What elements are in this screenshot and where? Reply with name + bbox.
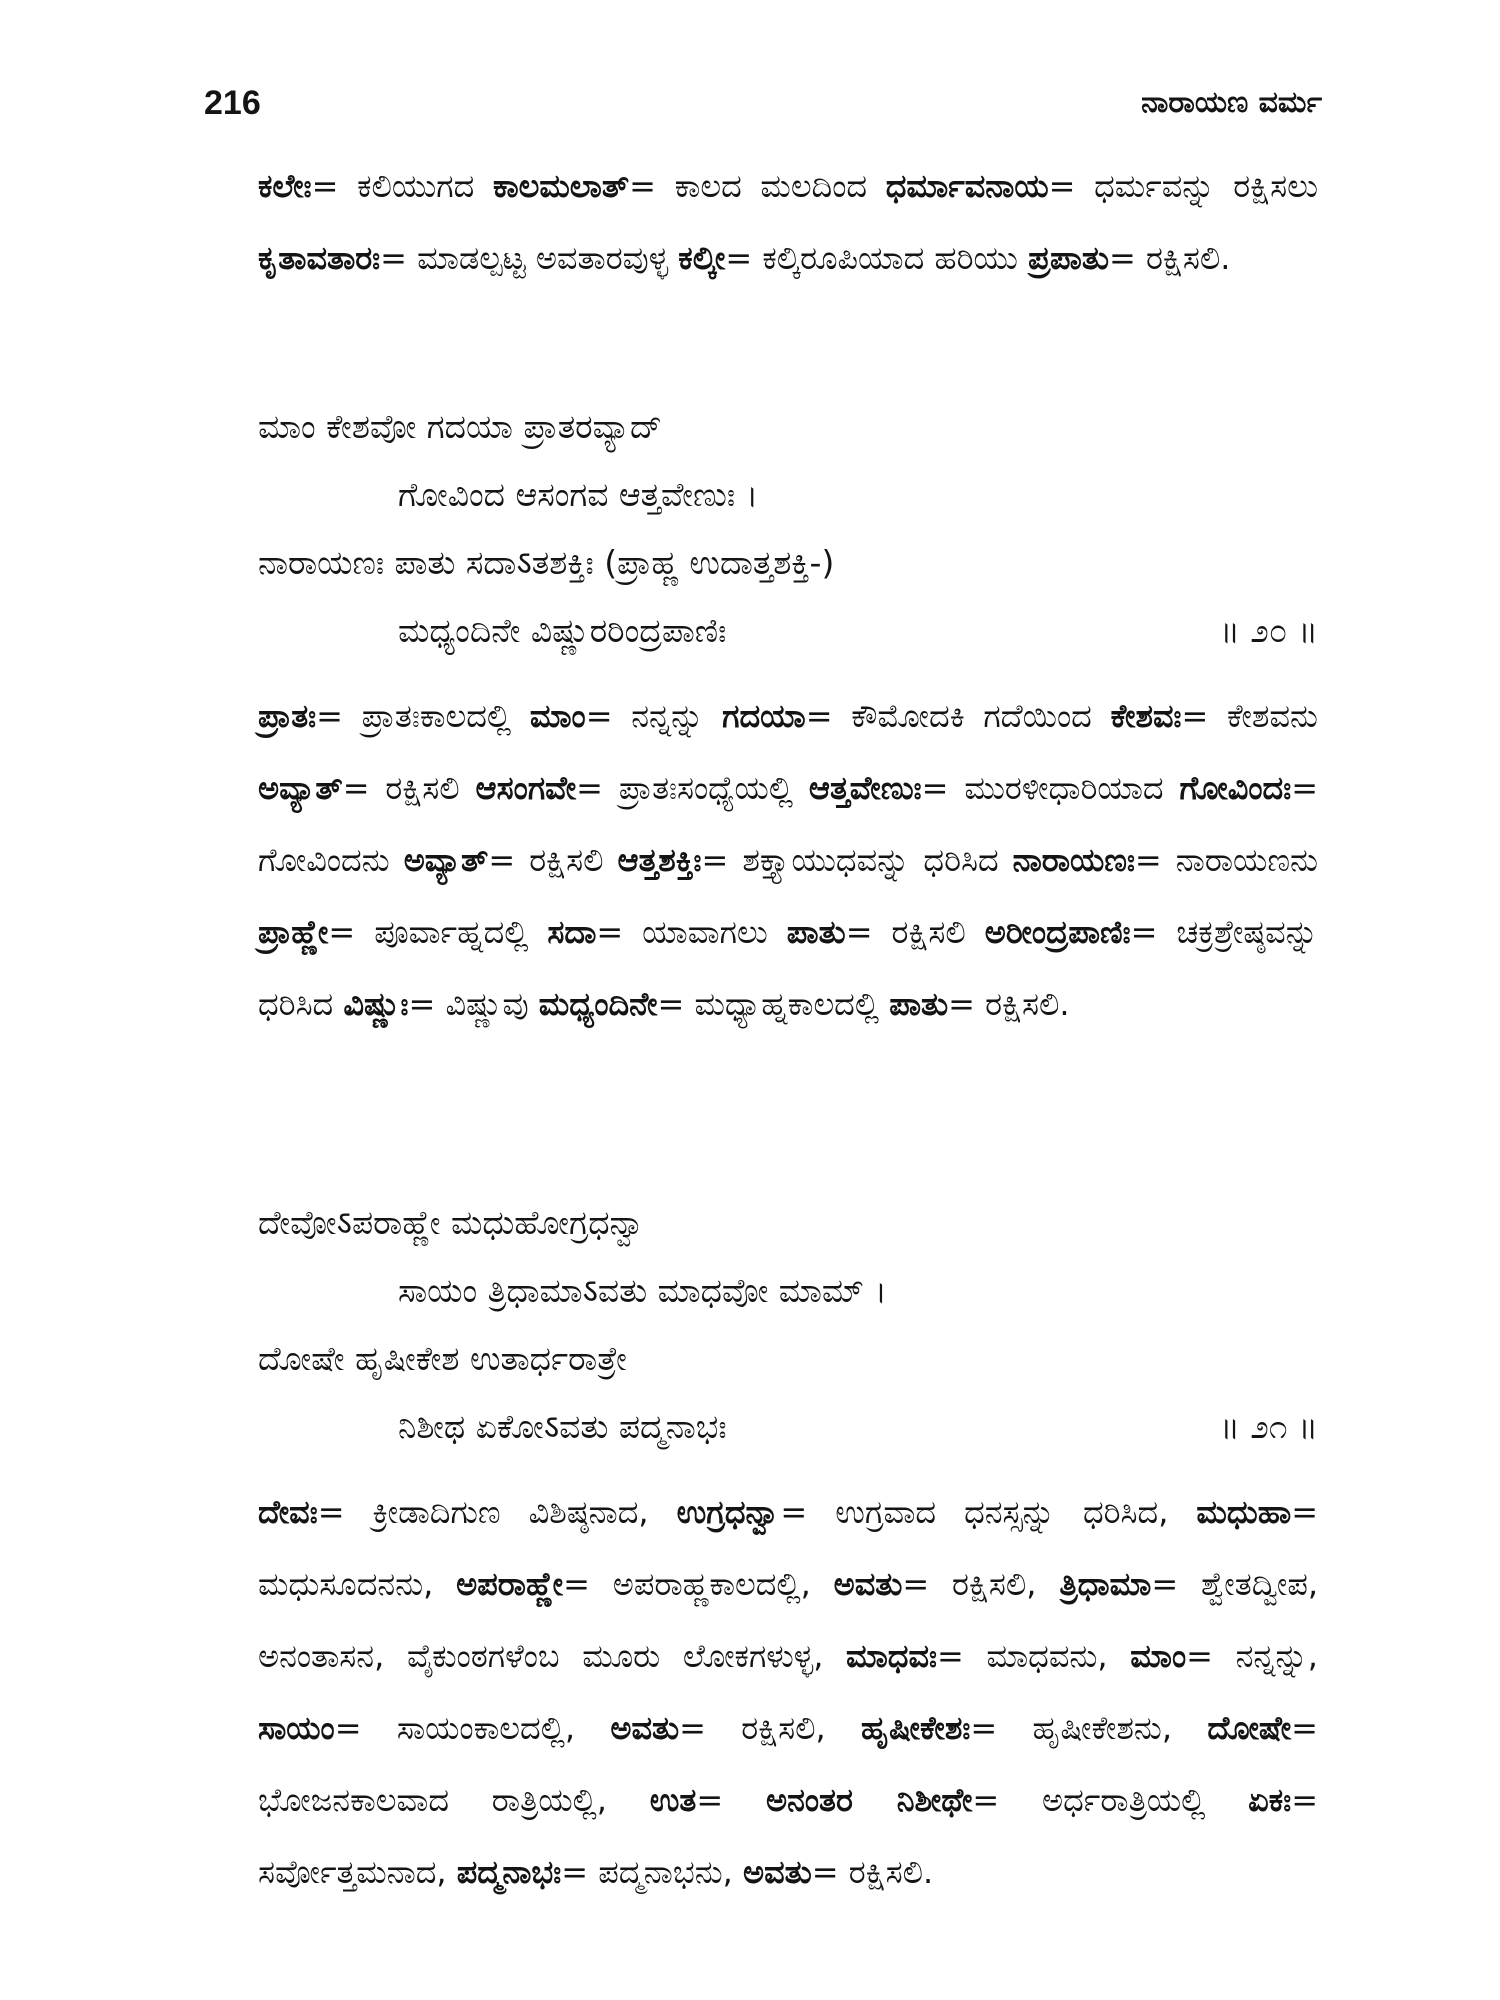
gloss-text: = ಚಕ್ರಶ್ರೇಷ್ಠವನ್ನು ಧರಿಸಿದ [258, 913, 1318, 1023]
glossed-term: ಪ್ರಪಾತು [1028, 239, 1109, 277]
glossed-term: ಪ್ರಾಹ್ಣೇ [258, 913, 329, 951]
gloss-text: = ಪ್ರಾತಃಸಂಧ್ಯೆಯಲ್ಲಿ [576, 769, 809, 807]
gloss-text: = ಮುರಳೀಧಾರಿಯಾದ [921, 769, 1180, 807]
gloss-text: = ಕಲ್ಕಿರೂಪಿಯಾದ ಹರಿಯು [725, 239, 1029, 277]
gloss-text: = ಭೋಜನಕಾಲವಾದ ರಾತ್ರಿಯಲ್ಲಿ, [258, 1709, 1318, 1819]
verse-line: ದೋಷೇ ಹೃಷೀಕೇಶ ಉತಾರ್ಧರಾತ್ರೇ [258, 1339, 627, 1378]
gloss-text: = ಶ್ವೇತದ್ವೀಪ, ಅನಂತಾಸನ, ವೈಕುಂಠಗಳೆಂಬ ಮೂರು ಲೋಕಗಳುಳ್ಳ, [258, 1565, 1318, 1675]
glossed-term: ಸದಾ [547, 913, 597, 951]
glossed-term: ವಿಷ್ಣುಃ [343, 985, 409, 1023]
glossed-term: ಪಾತು [786, 913, 846, 951]
gloss-text: = ನನ್ನನ್ನು [585, 697, 723, 735]
glossed-term: ಪದ್ಮನಾಭಃ [456, 1853, 562, 1891]
gloss-text: = ಕೌಮೋದಕಿ ಗದೆಯಿಂದ [805, 697, 1111, 735]
gloss-text: = ರಕ್ಷಿಸಲಿ, [902, 1565, 1060, 1603]
glossed-term: ಉಗ್ರಧನ್ವಾ [676, 1493, 781, 1531]
page-number: 216 [204, 84, 261, 122]
glossed-term: ಅವ್ಯಾತ್ [258, 769, 343, 807]
gloss-text: = ಕೇಶವನು [1181, 697, 1318, 735]
gloss-text: = ಯಾವಾಗಲು [596, 913, 787, 951]
glossed-term: ಅವತು [610, 1709, 680, 1747]
gloss-text: = ಅರ್ಧರಾತ್ರಿಯಲ್ಲಿ [972, 1781, 1249, 1819]
glossed-term: ಆತ್ತಶಕ್ತಿಃ [617, 841, 702, 879]
running-title: ನಾರಾಯಣ ವರ್ಮ [1141, 85, 1322, 120]
glossed-term: ಮಾಂ [529, 697, 586, 735]
glossed-term: ದೋಷೇ [1207, 1709, 1292, 1747]
glossed-term: ಮಧುಹಾ [1196, 1493, 1292, 1531]
verse-line-text: ನಿಶೀಥ ಏಕೋऽವತು ಪದ್ಮನಾಭಃ [398, 1407, 727, 1446]
gloss-text: = ಸಾಯಂಕಾಲದಲ್ಲಿ, [334, 1709, 611, 1747]
glossed-term: ಕೃತಾವತಾರಃ [258, 239, 381, 277]
gloss-text: = ಶಕ್ತ್ಯಾಯುಧವನ್ನು ಧರಿಸಿದ [701, 841, 1013, 879]
gloss-text: = ಪದ್ಮನಾಭನು, [561, 1853, 744, 1891]
gloss-text: = ರಕ್ಷಿಸಲಿ [488, 841, 618, 879]
glossed-term: ಅವತು [833, 1565, 903, 1603]
commentary-paragraph-1 [258, 150, 1318, 294]
gloss-text: = ರಕ್ಷಿಸಲಿ. [1109, 239, 1231, 277]
gloss-text: = ರಕ್ಷಿಸಲಿ [342, 769, 476, 807]
verse-line: ದೇವೋऽಪರಾಹ್ಣೇ ಮಧುಹೋಗ್ರಧನ್ವಾ [258, 1203, 646, 1242]
commentary-paragraph-2 [258, 680, 1318, 1040]
verse-line: ಗೋವಿಂದ ಆಸಂಗವ ಆತ್ತವೇಣುಃ । [398, 475, 759, 514]
verse-line: ಮಾಂ ಕೇಶವೋ ಗದಯಾ ಪ್ರಾತರವ್ಯಾದ್ [258, 407, 663, 446]
glossed-term: ಆತ್ತವೇಣುಃ [808, 769, 922, 807]
glossed-term: ಕಾಲಮಲಾತ್ [492, 167, 630, 205]
gloss-text: = ಕಾಲದ ಮಲದಿಂದ [629, 167, 886, 205]
verse-number: ॥ ೨೦ ॥ [1219, 611, 1318, 650]
verse-line-text: ಮಧ್ಯಂದಿನೇ ವಿಷ್ಣುರರಿಂದ್ರಪಾಣಿಃ [398, 611, 727, 650]
gloss-text: = ಸರ್ವೋತ್ತಮನಾದ, [258, 1781, 1318, 1891]
glossed-term: ಅರೀಂದ್ರಪಾಣಿಃ [984, 913, 1131, 951]
gloss-text: = ಮಧುಸೂದನನು, [258, 1493, 1318, 1603]
glossed-term: ಧರ್ಮಾವನಾಯ [885, 167, 1049, 205]
glossed-term: ಪ್ರಾತಃ [258, 697, 317, 735]
gloss-text: = ರಕ್ಷಿಸಲಿ [845, 913, 985, 951]
glossed-term: ದೇವಃ [258, 1493, 318, 1531]
glossed-term: ಸಾಯಂ [258, 1709, 335, 1747]
verse-number: ॥ ೨೧ ॥ [1219, 1407, 1318, 1446]
gloss-text: = ಪೂರ್ವಾಹ್ನದಲ್ಲಿ [328, 913, 548, 951]
gloss-text: = ಮಧ್ಯಾಹ್ನಕಾಲದಲ್ಲಿ [657, 985, 890, 1023]
glossed-term: ಮಾಂ [1130, 1637, 1187, 1675]
gloss-text: = ಕ್ರೀಡಾದಿಗುಣ ವಿಶಿಷ್ಠನಾದ, [317, 1493, 677, 1531]
gloss-text: = ಮಾಧವನು, [936, 1637, 1131, 1675]
commentary-paragraph-3 [258, 1476, 1318, 1908]
glossed-term: ಅವತು [743, 1853, 812, 1891]
glossed-term: ಏಕಃ [1248, 1781, 1292, 1819]
gloss-text: = ರಕ್ಷಿಸಲಿ. [811, 1853, 934, 1891]
glossed-term: ಆಸಂಗವೇ [475, 769, 577, 807]
verse-line: ನಾರಾಯಣಃ ಪಾತು ಸದಾऽತಶಕ್ತಿಃ (ಪ್ರಾಹ್ಣ ಉದಾತ್ತಶಕ್ತಿ-) [258, 543, 835, 582]
verse-line-last [258, 606, 1318, 656]
gloss-text: = ಮಾಡಲ್ಪಟ್ಟ ಅವತಾರವುಳ್ಳ [380, 239, 679, 277]
glossed-term: ಗೋವಿಂದಃ [1179, 769, 1292, 807]
gloss-text: = ಗೋವಿಂದನು [258, 769, 1318, 879]
glossed-term: ಉತ [649, 1781, 697, 1819]
page-header [204, 78, 1322, 128]
glossed-term: ಮಾಧವಃ [846, 1637, 937, 1675]
glossed-term: ಗದಯಾ [722, 697, 806, 735]
gloss-text: = ರಕ್ಷಿಸಲಿ. [948, 985, 1070, 1023]
gloss-text: = ನಾರಾಯಣನು [1134, 841, 1318, 879]
glossed-term: ತ್ರಿಧಾಮಾ [1059, 1565, 1152, 1603]
gloss-text: = ಅಪರಾಹ್ಣಕಾಲದಲ್ಲಿ, [563, 1565, 834, 1603]
glossed-term: ಮಧ್ಯಂದಿನೇ [538, 985, 658, 1023]
gloss-text: = ಉಗ್ರವಾದ ಧನಸ್ಸನ್ನು ಧರಿಸಿದ, [780, 1493, 1197, 1531]
glossed-term: ಹೃಷೀಕೇಶಃ [861, 1709, 971, 1747]
gloss-text: = ಧರ್ಮವನ್ನು ರಕ್ಷಿಸಲು [1048, 167, 1318, 205]
gloss-text: = ಪ್ರಾತಃಕಾಲದಲ್ಲಿ [316, 697, 530, 735]
verse-line-last [258, 1402, 1318, 1452]
gloss-text: = ಕಲಿಯುಗದ [311, 167, 493, 205]
glossed-term: ಅವ್ಯಾತ್ [403, 841, 489, 879]
glossed-term: ಕೇಶವಃ [1110, 697, 1182, 735]
glossed-term: ಅಪರಾಹ್ಣೇ [456, 1565, 564, 1603]
glossed-term: ನಾರಾಯಣಃ [1012, 841, 1135, 879]
glossed-term: ಅನಂತರ ನಿಶೀಥೇ [765, 1781, 973, 1819]
verse-line: ಸಾಯಂ ತ್ರಿಧಾಮಾऽವತು ಮಾಧವೋ ಮಾಮ್ । [398, 1271, 887, 1310]
gloss-text: = ಹೃಷೀಕೇಶನು, [970, 1709, 1208, 1747]
gloss-text: = [696, 1781, 766, 1819]
glossed-term: ಕಲ್ಕೀ [678, 239, 726, 277]
gloss-text: = ವಿಷ್ಣುವು [408, 985, 539, 1023]
gloss-text: = ರಕ್ಷಿಸಲಿ, [679, 1709, 862, 1747]
glossed-term: ಪಾತು [889, 985, 949, 1023]
gloss-text: = ನನ್ನನ್ನು, [1186, 1637, 1318, 1675]
glossed-term: ಕಲೇಃ [258, 167, 312, 205]
